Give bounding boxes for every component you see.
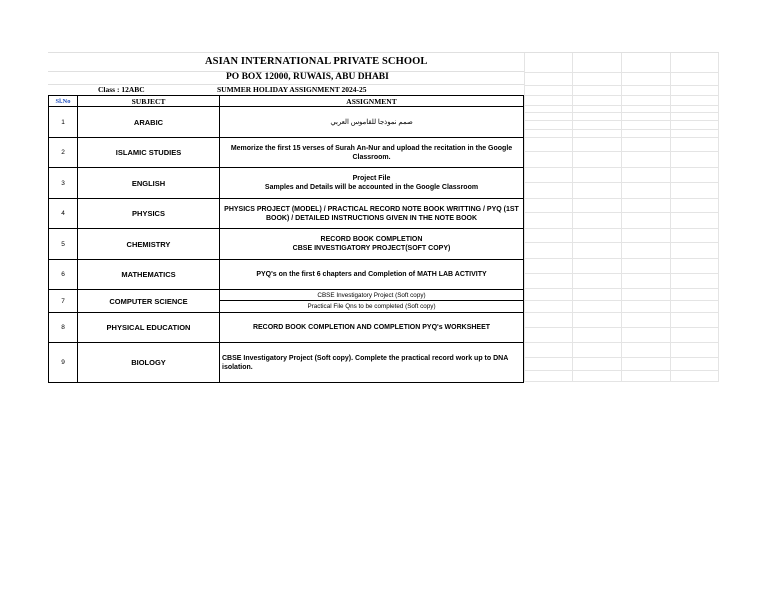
row-subject: COMPUTER SCIENCE: [78, 290, 220, 312]
row-assignment: PHYSICS PROJECT (MODEL) / PRACTICAL RECORD NOTE BOOK WRITTING / PYQ (1ST BOOK) / DETAILED INSTRUCTIONS GIVEN IN THE NOTE BOOK: [224, 205, 519, 222]
row-number: 6: [49, 260, 78, 289]
row-number: 7: [49, 290, 78, 312]
school-address: PO BOX 12000, RUWAIS, ABU DHABI: [226, 72, 389, 82]
row-subject: PHYSICS: [78, 199, 220, 228]
row-subject: ARABIC: [78, 107, 220, 137]
row-number: 3: [49, 168, 78, 198]
column-header-sl-no: Sl.No: [49, 96, 78, 106]
row-number: 8: [49, 313, 78, 342]
row-assignment-line: Project File: [352, 175, 391, 182]
row-assignment-line: Samples and Details will be accounted in the Google Classroom: [264, 184, 479, 191]
table-row: [49, 107, 523, 138]
table-header-row: [49, 96, 523, 107]
row-assignment-line: Practical File Qns to be completed (Soft copy): [307, 303, 436, 310]
table-row: [49, 290, 523, 313]
table-row: [49, 260, 523, 290]
row-subject: BIOLOGY: [78, 343, 220, 382]
assignment-title: SUMMER HOLIDAY ASSIGNMENT 2024-25: [217, 85, 367, 94]
row-assignment: PYQ's on the first 6 chapters and Completion of MATH LAB ACTIVITY: [256, 271, 487, 278]
row-number: 1: [49, 107, 78, 137]
column-header-subject: SUBJECT: [78, 96, 220, 106]
row-number: 9: [49, 343, 78, 382]
row-assignment-line: RECORD BOOK COMPLETION: [320, 236, 423, 243]
row-subject: ISLAMIC STUDIES: [78, 138, 220, 167]
row-subject: PHYSICAL EDUCATION: [78, 313, 220, 342]
assignment-table: [48, 95, 524, 383]
row-assignment-line: CBSE Investigatory Project (Soft copy): [220, 290, 523, 301]
row-subject: CHEMISTRY: [78, 229, 220, 259]
table-row: [49, 199, 523, 229]
column-header-assignment: ASSIGNMENT: [346, 96, 397, 106]
row-assignment-split: [220, 290, 523, 312]
table-row: [49, 313, 523, 343]
spreadsheet-grid: [524, 52, 719, 382]
row-assignment: [220, 107, 523, 137]
class-label: Class : 12ABC: [98, 85, 145, 94]
row-assignment: Memorize the first 15 verses of Surah An-Nur and upload the recitation in the Google Classroom.: [230, 144, 513, 161]
row-assignment: RECORD BOOK COMPLETION AND COMPLETION PYQ's WORKSHEET: [252, 324, 491, 331]
row-assignment: CBSE Investigatory Project (Soft copy). Complete the practical record work up to DNA isolation.: [222, 354, 509, 371]
row-subject: ENGLISH: [78, 168, 220, 198]
row-assignment: [220, 168, 523, 198]
row-number: 2: [49, 138, 78, 167]
row-assignment: [220, 229, 523, 259]
row-number: 5: [49, 229, 78, 259]
row-number: 4: [49, 199, 78, 228]
table-row: [49, 138, 523, 168]
table-row: [49, 343, 523, 382]
row-assignment-text: صمم نموذجا للقاموس العربي: [330, 118, 413, 126]
row-assignment-line: CBSE INVESTIGATORY PROJECT(SOFT COPY): [292, 245, 451, 252]
row-subject: MATHEMATICS: [78, 260, 220, 289]
table-row: [49, 229, 523, 260]
table-row: [49, 168, 523, 199]
school-name: ASIAN INTERNATIONAL PRIVATE SCHOOL: [205, 56, 428, 67]
